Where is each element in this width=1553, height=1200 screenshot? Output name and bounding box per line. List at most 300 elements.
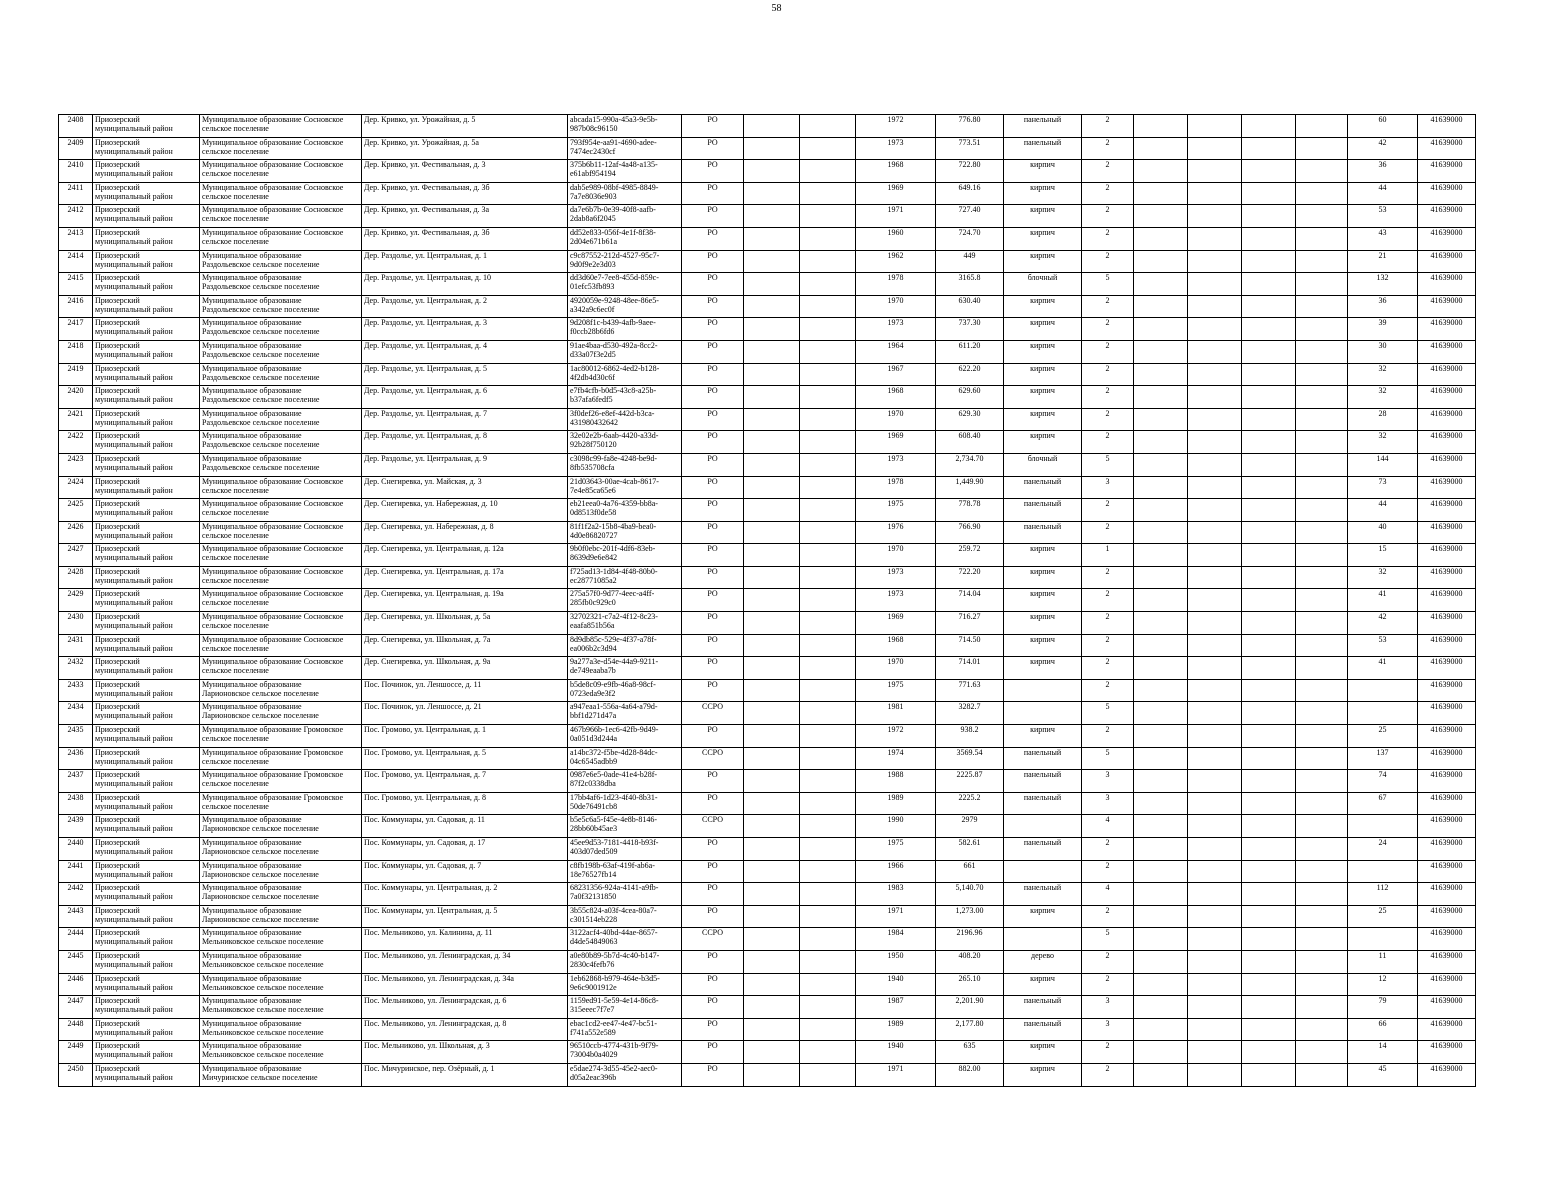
cell-municipality: Муниципальное образование Сосновское сельское поселение: [200, 634, 362, 657]
cell-oktmo-code: 41639000: [1418, 589, 1476, 612]
cell-apartments: 41: [1348, 589, 1418, 612]
cell-build-year: 1990: [856, 815, 936, 838]
cell-house-guid: c8fb198b-63af-419f-ab6a- 18e76527fb14: [568, 860, 682, 883]
cell-col-empty-3: [1134, 115, 1188, 138]
cell-house-guid: 32e02e2b-6aab-4420-a33d- 92b28f750120: [568, 431, 682, 454]
cell-col-empty-3: [1134, 702, 1188, 725]
cell-col-empty-2: [800, 137, 856, 160]
cell-oktmo-code: 41639000: [1418, 137, 1476, 160]
cell-apartments: 74: [1348, 770, 1418, 793]
cell-apartments: 41: [1348, 657, 1418, 680]
cell-col-empty-3: [1134, 815, 1188, 838]
cell-col-empty-3: [1134, 679, 1188, 702]
cell-col-empty-1: [744, 363, 800, 386]
cell-district: Приозерский муниципальный район: [93, 340, 200, 363]
cell-house-guid: a947eaa1-556a-4a64-a79d- bbf1d271d47a: [568, 702, 682, 725]
cell-address: Пос. Мельниково, ул. Ленинградская, д. 8: [362, 1018, 568, 1041]
cell-col-empty-1: [744, 182, 800, 205]
cell-apartments: 39: [1348, 318, 1418, 341]
table-row: [59, 386, 1476, 409]
cell-apartments: 43: [1348, 227, 1418, 250]
cell-total-area: 5,140.70: [936, 883, 1004, 906]
cell-wall-material: кирпич: [1004, 408, 1082, 431]
cell-row-number: 2414: [59, 250, 93, 273]
cell-floors: 2: [1082, 679, 1134, 702]
cell-col-empty-1: [744, 1063, 800, 1086]
cell-col-empty-3: [1134, 295, 1188, 318]
cell-col-empty-5: [1242, 363, 1296, 386]
cell-col-empty-5: [1242, 250, 1296, 273]
cell-col-empty-4: [1188, 883, 1242, 906]
cell-build-year: 1940: [856, 973, 936, 996]
cell-col-empty-3: [1134, 318, 1188, 341]
cell-floors: 2: [1082, 725, 1134, 748]
cell-col-empty-3: [1134, 205, 1188, 228]
cell-municipality: Муниципальное образование Сосновское сельское поселение: [200, 182, 362, 205]
cell-total-area: 629.30: [936, 408, 1004, 431]
cell-col-empty-1: [744, 1041, 800, 1064]
cell-col-empty-5: [1242, 905, 1296, 928]
cell-oktmo-code: 41639000: [1418, 227, 1476, 250]
cell-row-number: 2438: [59, 792, 93, 815]
table-row: [59, 792, 1476, 815]
cell-oktmo-code: 41639000: [1418, 747, 1476, 770]
table-row: [59, 973, 1476, 996]
cell-house-guid: dab5e989-08bf-4985-8849- 7a7e8036e903: [568, 182, 682, 205]
cell-col-empty-6: [1296, 657, 1348, 680]
cell-apartments: 28: [1348, 408, 1418, 431]
cell-wall-material: [1004, 679, 1082, 702]
cell-col-empty-1: [744, 1018, 800, 1041]
cell-management-type: РО: [682, 431, 744, 454]
cell-district: Приозерский муниципальный район: [93, 363, 200, 386]
cell-municipality: Муниципальное образование Раздольевское сельское поселение: [200, 431, 362, 454]
cell-col-empty-3: [1134, 838, 1188, 861]
cell-row-number: 2434: [59, 702, 93, 725]
cell-total-area: 737.30: [936, 318, 1004, 341]
cell-col-empty-4: [1188, 408, 1242, 431]
cell-apartments: [1348, 702, 1418, 725]
cell-col-empty-5: [1242, 792, 1296, 815]
cell-col-empty-5: [1242, 431, 1296, 454]
cell-col-empty-5: [1242, 950, 1296, 973]
cell-col-empty-2: [800, 702, 856, 725]
cell-management-type: РО: [682, 160, 744, 183]
cell-floors: 2: [1082, 973, 1134, 996]
cell-col-empty-1: [744, 476, 800, 499]
cell-wall-material: кирпич: [1004, 1063, 1082, 1086]
cell-row-number: 2423: [59, 453, 93, 476]
cell-address: Пос. Громово, ул. Центральная, д. 5: [362, 747, 568, 770]
cell-row-number: 2425: [59, 499, 93, 522]
cell-wall-material: кирпич: [1004, 612, 1082, 635]
cell-total-area: 776.80: [936, 115, 1004, 138]
cell-wall-material: кирпич: [1004, 182, 1082, 205]
table-row: [59, 589, 1476, 612]
cell-col-empty-2: [800, 1018, 856, 1041]
cell-district: Приозерский муниципальный район: [93, 1063, 200, 1086]
cell-house-guid: 275a57f0-9d77-4eec-a4ff- 285fb0c929c0: [568, 589, 682, 612]
cell-wall-material: панельный: [1004, 476, 1082, 499]
cell-district: Приозерский муниципальный район: [93, 612, 200, 635]
cell-build-year: 1968: [856, 160, 936, 183]
cell-col-empty-6: [1296, 747, 1348, 770]
cell-oktmo-code: 41639000: [1418, 521, 1476, 544]
cell-house-guid: 9b0f0ebc-201f-4df6-83eb- 8639d9e6e842: [568, 544, 682, 567]
cell-col-empty-1: [744, 634, 800, 657]
cell-address: Пос. Громово, ул. Центральная, д. 7: [362, 770, 568, 793]
cell-col-empty-3: [1134, 566, 1188, 589]
cell-col-empty-3: [1134, 905, 1188, 928]
cell-municipality: Муниципальное образование Громовское сельское поселение: [200, 747, 362, 770]
table-row: [59, 160, 1476, 183]
cell-floors: 2: [1082, 318, 1134, 341]
cell-municipality: Муниципальное образование Мельниковское сельское поселение: [200, 1018, 362, 1041]
cell-oktmo-code: 41639000: [1418, 905, 1476, 928]
cell-address: Дер. Раздолье, ул. Центральная, д. 8: [362, 431, 568, 454]
cell-row-number: 2441: [59, 860, 93, 883]
cell-oktmo-code: 41639000: [1418, 815, 1476, 838]
cell-address: Дер. Кривко, ул. Урожайная, д. 5: [362, 115, 568, 138]
cell-col-empty-5: [1242, 544, 1296, 567]
cell-col-empty-3: [1134, 431, 1188, 454]
cell-address: Пос. Коммунары, ул. Садовая, д. 17: [362, 838, 568, 861]
cell-apartments: [1348, 928, 1418, 951]
cell-col-empty-6: [1296, 815, 1348, 838]
cell-floors: 3: [1082, 476, 1134, 499]
cell-address: Пос. Починок, ул. Леншоссе, д. 11: [362, 679, 568, 702]
cell-district: Приозерский муниципальный район: [93, 973, 200, 996]
cell-address: Дер. Кривко, ул. Урожайная, д. 5а: [362, 137, 568, 160]
cell-col-empty-6: [1296, 137, 1348, 160]
cell-total-area: 2225.2: [936, 792, 1004, 815]
cell-address: Дер. Раздолье, ул. Центральная, д. 4: [362, 340, 568, 363]
cell-floors: 4: [1082, 883, 1134, 906]
cell-management-type: РО: [682, 499, 744, 522]
table-row: [59, 838, 1476, 861]
cell-build-year: 1940: [856, 1041, 936, 1064]
cell-wall-material: кирпич: [1004, 340, 1082, 363]
cell-address: Дер. Снегиревка, ул. Школьная, д. 5а: [362, 612, 568, 635]
cell-build-year: 1989: [856, 792, 936, 815]
cell-col-empty-1: [744, 544, 800, 567]
cell-oktmo-code: 41639000: [1418, 453, 1476, 476]
cell-total-area: 714.01: [936, 657, 1004, 680]
cell-col-empty-6: [1296, 476, 1348, 499]
cell-col-empty-5: [1242, 770, 1296, 793]
cell-municipality: Муниципальное образование Раздольевское сельское поселение: [200, 295, 362, 318]
cell-floors: 2: [1082, 431, 1134, 454]
cell-wall-material: [1004, 860, 1082, 883]
cell-col-empty-5: [1242, 318, 1296, 341]
cell-wall-material: кирпич: [1004, 160, 1082, 183]
cell-apartments: 30: [1348, 340, 1418, 363]
cell-wall-material: кирпич: [1004, 431, 1082, 454]
cell-col-empty-5: [1242, 612, 1296, 635]
cell-col-empty-4: [1188, 544, 1242, 567]
cell-management-type: РО: [682, 657, 744, 680]
cell-col-empty-4: [1188, 634, 1242, 657]
cell-col-empty-3: [1134, 747, 1188, 770]
cell-municipality: Муниципальное образование Мичуринское сельское поселение: [200, 1063, 362, 1086]
cell-oktmo-code: 41639000: [1418, 1041, 1476, 1064]
cell-build-year: 1967: [856, 363, 936, 386]
cell-floors: 2: [1082, 860, 1134, 883]
cell-col-empty-1: [744, 137, 800, 160]
cell-col-empty-2: [800, 205, 856, 228]
cell-municipality: Муниципальное образование Мельниковское сельское поселение: [200, 928, 362, 951]
cell-municipality: Муниципальное образование Раздольевское сельское поселение: [200, 408, 362, 431]
cell-management-type: РО: [682, 725, 744, 748]
table-row: [59, 702, 1476, 725]
cell-oktmo-code: 41639000: [1418, 996, 1476, 1019]
cell-col-empty-2: [800, 589, 856, 612]
cell-floors: 2: [1082, 227, 1134, 250]
cell-col-empty-2: [800, 273, 856, 296]
cell-total-area: 259.72: [936, 544, 1004, 567]
cell-oktmo-code: 41639000: [1418, 408, 1476, 431]
cell-management-type: РО: [682, 770, 744, 793]
cell-address: Пос. Починок, ул. Леншоссе, д. 21: [362, 702, 568, 725]
cell-wall-material: панельный: [1004, 521, 1082, 544]
cell-house-guid: 3b55c824-a03f-4cea-80a7- c301514eb228: [568, 905, 682, 928]
cell-col-empty-6: [1296, 408, 1348, 431]
cell-house-guid: c3098c99-fa8e-4248-be9d- 8fb535708cfa: [568, 453, 682, 476]
cell-col-empty-4: [1188, 1063, 1242, 1086]
cell-col-empty-3: [1134, 928, 1188, 951]
cell-district: Приозерский муниципальный район: [93, 476, 200, 499]
cell-apartments: 36: [1348, 295, 1418, 318]
cell-col-empty-6: [1296, 1018, 1348, 1041]
cell-col-empty-2: [800, 544, 856, 567]
cell-col-empty-3: [1134, 386, 1188, 409]
cell-col-empty-3: [1134, 250, 1188, 273]
cell-col-empty-5: [1242, 295, 1296, 318]
cell-district: Приозерский муниципальный район: [93, 431, 200, 454]
cell-build-year: 1975: [856, 838, 936, 861]
cell-oktmo-code: 41639000: [1418, 295, 1476, 318]
cell-col-empty-4: [1188, 996, 1242, 1019]
table-row: [59, 340, 1476, 363]
cell-address: Дер. Снегиревка, ул. Центральная, д. 12а: [362, 544, 568, 567]
cell-house-guid: 8d9db85c-529e-4f37-a78f- ea006b2c3d94: [568, 634, 682, 657]
cell-management-type: РО: [682, 115, 744, 138]
cell-floors: 2: [1082, 115, 1134, 138]
cell-col-empty-6: [1296, 318, 1348, 341]
cell-apartments: 42: [1348, 612, 1418, 635]
cell-wall-material: [1004, 815, 1082, 838]
cell-apartments: 73: [1348, 476, 1418, 499]
cell-apartments: 14: [1348, 1041, 1418, 1064]
cell-total-area: 716.27: [936, 612, 1004, 635]
cell-col-empty-5: [1242, 838, 1296, 861]
cell-municipality: Муниципальное образование Ларионовское сельское поселение: [200, 860, 362, 883]
cell-municipality: Муниципальное образование Раздольевское сельское поселение: [200, 318, 362, 341]
table-row: [59, 747, 1476, 770]
cell-floors: 5: [1082, 747, 1134, 770]
cell-total-area: 2,201.90: [936, 996, 1004, 1019]
cell-col-empty-2: [800, 815, 856, 838]
cell-build-year: 1960: [856, 227, 936, 250]
cell-col-empty-6: [1296, 973, 1348, 996]
cell-col-empty-1: [744, 657, 800, 680]
cell-total-area: 1,449.90: [936, 476, 1004, 499]
cell-municipality: Муниципальное образование Сосновское сельское поселение: [200, 657, 362, 680]
cell-wall-material: панельный: [1004, 838, 1082, 861]
cell-col-empty-5: [1242, 453, 1296, 476]
cell-management-type: РО: [682, 137, 744, 160]
cell-row-number: 2427: [59, 544, 93, 567]
cell-house-guid: 45ee9d53-7181-4418-b93f- 403d07ded509: [568, 838, 682, 861]
cell-col-empty-1: [744, 815, 800, 838]
cell-floors: 2: [1082, 521, 1134, 544]
cell-build-year: 1989: [856, 1018, 936, 1041]
cell-col-empty-6: [1296, 363, 1348, 386]
cell-floors: 2: [1082, 499, 1134, 522]
cell-col-empty-6: [1296, 883, 1348, 906]
cell-house-guid: e7fb4cfb-b0d5-43c8-a25b- b37afa6fedf5: [568, 386, 682, 409]
cell-col-empty-2: [800, 160, 856, 183]
cell-house-guid: 3f0def26-e8ef-442d-b3ca- 431980432642: [568, 408, 682, 431]
cell-municipality: Муниципальное образование Ларионовское сельское поселение: [200, 905, 362, 928]
cell-row-number: 2409: [59, 137, 93, 160]
cell-col-empty-1: [744, 770, 800, 793]
cell-col-empty-6: [1296, 860, 1348, 883]
cell-municipality: Муниципальное образование Сосновское сельское поселение: [200, 137, 362, 160]
cell-apartments: 53: [1348, 634, 1418, 657]
cell-col-empty-6: [1296, 386, 1348, 409]
cell-district: Приозерский муниципальный район: [93, 792, 200, 815]
cell-row-number: 2417: [59, 318, 93, 341]
cell-col-empty-2: [800, 973, 856, 996]
cell-col-empty-4: [1188, 386, 1242, 409]
cell-oktmo-code: 41639000: [1418, 1018, 1476, 1041]
cell-total-area: 630.40: [936, 295, 1004, 318]
cell-col-empty-5: [1242, 996, 1296, 1019]
cell-oktmo-code: 41639000: [1418, 702, 1476, 725]
cell-col-empty-2: [800, 883, 856, 906]
cell-build-year: 1975: [856, 499, 936, 522]
cell-total-area: 2225.87: [936, 770, 1004, 793]
cell-col-empty-1: [744, 679, 800, 702]
cell-total-area: 714.04: [936, 589, 1004, 612]
cell-col-empty-2: [800, 634, 856, 657]
cell-wall-material: [1004, 702, 1082, 725]
cell-col-empty-1: [744, 205, 800, 228]
cell-house-guid: 17bb4af6-1d23-4f40-8b31- 50de76491cb8: [568, 792, 682, 815]
cell-col-empty-1: [744, 273, 800, 296]
cell-col-empty-4: [1188, 747, 1242, 770]
cell-oktmo-code: 41639000: [1418, 363, 1476, 386]
cell-col-empty-5: [1242, 566, 1296, 589]
cell-apartments: 44: [1348, 499, 1418, 522]
cell-apartments: 12: [1348, 973, 1418, 996]
cell-col-empty-5: [1242, 747, 1296, 770]
cell-col-empty-4: [1188, 950, 1242, 973]
cell-municipality: Муниципальное образование Сосновское сельское поселение: [200, 476, 362, 499]
cell-row-number: 2445: [59, 950, 93, 973]
cell-municipality: Муниципальное образование Мельниковское сельское поселение: [200, 950, 362, 973]
cell-build-year: 1969: [856, 431, 936, 454]
cell-row-number: 2448: [59, 1018, 93, 1041]
cell-col-empty-5: [1242, 634, 1296, 657]
cell-oktmo-code: 41639000: [1418, 431, 1476, 454]
cell-wall-material: кирпич: [1004, 905, 1082, 928]
cell-apartments: 25: [1348, 725, 1418, 748]
cell-address: Дер. Кривко, ул. Фестивальная, д. 3а: [362, 205, 568, 228]
cell-col-empty-3: [1134, 499, 1188, 522]
cell-management-type: РО: [682, 860, 744, 883]
cell-oktmo-code: 41639000: [1418, 499, 1476, 522]
cell-address: Пос. Мельниково, ул. Ленинградская, д. 6: [362, 996, 568, 1019]
cell-oktmo-code: 41639000: [1418, 1063, 1476, 1086]
cell-col-empty-6: [1296, 792, 1348, 815]
cell-house-guid: dd52e833-056f-4e1f-8f38- 2d04e671b61a: [568, 227, 682, 250]
cell-district: Приозерский муниципальный район: [93, 160, 200, 183]
cell-col-empty-5: [1242, 657, 1296, 680]
cell-col-empty-5: [1242, 386, 1296, 409]
table-row: [59, 657, 1476, 680]
cell-col-empty-1: [744, 115, 800, 138]
cell-col-empty-4: [1188, 815, 1242, 838]
cell-district: Приозерский муниципальный район: [93, 905, 200, 928]
cell-total-area: 724.70: [936, 227, 1004, 250]
cell-col-empty-1: [744, 838, 800, 861]
cell-col-empty-1: [744, 340, 800, 363]
cell-col-empty-5: [1242, 860, 1296, 883]
cell-col-empty-5: [1242, 973, 1296, 996]
cell-address: Дер. Раздолье, ул. Центральная, д. 7: [362, 408, 568, 431]
cell-wall-material: кирпич: [1004, 205, 1082, 228]
cell-row-number: 2449: [59, 1041, 93, 1064]
cell-oktmo-code: 41639000: [1418, 634, 1476, 657]
cell-address: Дер. Снегиревка, ул. Центральная, д. 17а: [362, 566, 568, 589]
cell-col-empty-5: [1242, 883, 1296, 906]
cell-col-empty-4: [1188, 657, 1242, 680]
cell-oktmo-code: 41639000: [1418, 476, 1476, 499]
cell-col-empty-2: [800, 770, 856, 793]
cell-total-area: 938.2: [936, 725, 1004, 748]
cell-col-empty-4: [1188, 792, 1242, 815]
cell-col-empty-5: [1242, 1063, 1296, 1086]
table-row: [59, 408, 1476, 431]
cell-district: Приозерский муниципальный район: [93, 115, 200, 138]
cell-total-area: 1,273.00: [936, 905, 1004, 928]
cell-col-empty-1: [744, 408, 800, 431]
cell-col-empty-6: [1296, 566, 1348, 589]
cell-oktmo-code: 41639000: [1418, 544, 1476, 567]
cell-col-empty-2: [800, 1063, 856, 1086]
cell-build-year: 1964: [856, 340, 936, 363]
cell-col-empty-2: [800, 860, 856, 883]
cell-wall-material: панельный: [1004, 115, 1082, 138]
cell-oktmo-code: 41639000: [1418, 792, 1476, 815]
cell-district: Приозерский муниципальный район: [93, 408, 200, 431]
cell-apartments: 32: [1348, 431, 1418, 454]
cell-address: Дер. Снегиревка, ул. Школьная, д. 7а: [362, 634, 568, 657]
cell-row-number: 2424: [59, 476, 93, 499]
cell-district: Приозерский муниципальный район: [93, 521, 200, 544]
cell-management-type: РО: [682, 589, 744, 612]
cell-col-empty-3: [1134, 227, 1188, 250]
cell-row-number: 2440: [59, 838, 93, 861]
table-row: [59, 883, 1476, 906]
table-row: [59, 227, 1476, 250]
cell-col-empty-6: [1296, 544, 1348, 567]
cell-district: Приозерский муниципальный район: [93, 996, 200, 1019]
cell-address: Дер. Раздолье, ул. Центральная, д. 5: [362, 363, 568, 386]
cell-wall-material: панельный: [1004, 883, 1082, 906]
